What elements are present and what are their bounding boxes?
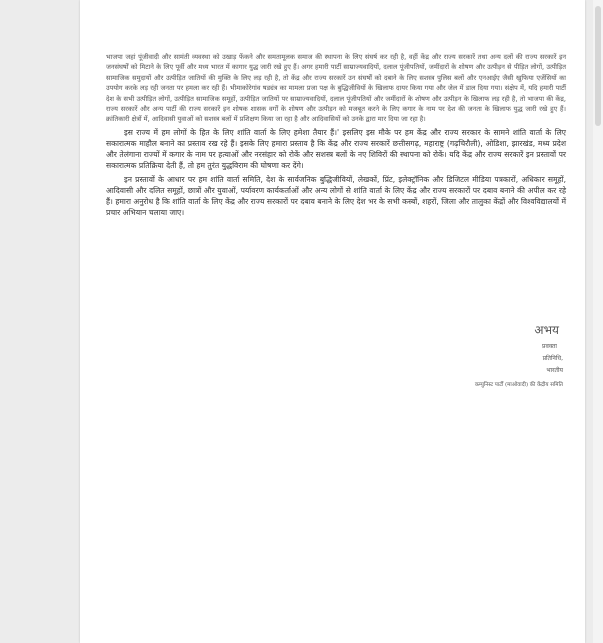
paragraph-3: इन प्रस्तावों के आधार पर हम शांति वार्ता समिति, देश के सार्वजनिक बुद्धिजीवियों, लेखकों, प्रिंट, इलेक्ट्रॉनिक और डिजिटल मीडिया पत्रकारों, अधिकार समूहों, आदिवासी और दलित समूहों, छात्रों और युवाओं, पर्यावरण कार्यकर्ताओं और अन्य लोगों से शांति वार्ता के लिए केंद्र और राज्य सरकारों पर दबाव बनाने की अपील कर रहे हैं। हमारा अनुरोध है कि शांति वार्ता के लिए केंद्र और राज्य सरकारों पर दबाव बनाने के लिए देश भर के सभी कस्बों, शहरों, जिला और तालुका केंद्रों और विश्वविद्यालयों में प्रचार अभियान चलाया जाए।	[106, 174, 566, 218]
signature-block	[475, 322, 563, 390]
vertical-scrollbar[interactable]	[593, 0, 603, 643]
signatory-organization: कम्युनिस्ट पार्टी (माओवादी) की केंद्रीय समिति	[474, 382, 563, 388]
document-page	[80, 0, 585, 643]
signatory-title: प्रतिनिधि,	[542, 355, 563, 362]
document-body	[106, 52, 566, 220]
paragraph-1: भाजपा जहां पूंजीवादी और सामंती व्यवस्था को उखाड़ फेंकने और समतामूलक समाज की स्थापना के लिए संघर्ष कर रही है, वहीं केंद्र और राज्य सरकारें तथा अन्य दलों की राज्य सरकारें इन जनसंघर्षों को मिटाने के लिए पूर्वी और मध्य भारत में कागार युद्ध जारी रखे हुए हैं। अगर हमारी पार्टी साम्राज्यवादियों, दलाल पूंजीपतियों, जमींदारों के शोषण और उत्पीड़न से पीड़ित लोगों, उत्पीड़ित सामाजिक समुदायों और उत्पीड़ित जातियों की मुक्ति के लिए लड़ रही है, तो केंद्र और राज्य सरकारें उन संघर्षों को दबाने के लिए सशस्त्र पुलिस बलों और एनआईए जैसी खुफिया एजेंसियों का उपयोग करके लड़ रही जनता पर हमला कर रही हैं। भीमाकोरेगांव षड्यंत्र का मामला प्रजा पक्ष के बुद्धिजीवियों के खिलाफ दायर किया गया और जेल में डाल दिया गया। संक्षेप में, यदि हमारी पार्टी देश के सभी उत्पीड़ित लोगों, उत्पीड़ित सामाजिक समूहों, उत्पीड़ित जातियों पर साम्राज्यवादियों, दलाल पूंजीपतियों और जमींदारों के शोषण और उत्पीड़न के खिलाफ लड़ रही है, तो भाजपा की केंद्र, राज्य सरकारें और अन्य पार्टी की राज्य सरकारें इन शोषक शासक वर्गों के शोषण और उत्पीड़न को मजबूत करने के लिए कगार के नाम पर देश की जनता के खिलाफ युद्ध जारी रखे हुए हैं। क्रांतिकारी क्षेत्रों में, आदिवासी युवाओं को सशस्त्र बलों में प्रशिक्षण किया जा रहा है और आदिवासियों को उनके द्वारा मार दिया जा रहा है।	[106, 53, 567, 124]
signatory-name: अभय	[534, 323, 559, 337]
paragraph-2: इस राज्य में हम लोगों के हित के लिए शांति वार्ता के लिए हमेशा तैयार हैं।' इसलिए इस मौके पर हम केंद्र और राज्य सरकार के सामने शांति वार्ता के लिए सकारात्मक माहौल बनाने का प्रस्ताव रख रहे हैं। इसके लिए हमारा प्रस्ताव है कि केंद्र और राज्य सरकारें छत्तीसगढ़, महाराष्ट्र (गढ़चिरौली), ओडिशा, झारखंड, मध्य प्रदेश और तेलंगाना राज्यों में कगार के नाम पर हत्याओं और नरसंहार को रोकें और सशस्त्र बलों के नए शिविरों की स्थापना को रोकें। यदि केंद्र और राज्य सरकारें इन प्रस्तावों पर सकारात्मक प्रतिक्रिया देती हैं, तो हम तुरंत युद्धविराम की घोषणा कर देंगे।	[106, 127, 566, 171]
signatory-org-line: भारतीय	[546, 367, 563, 374]
signatory-role: प्रवक्ता	[542, 343, 557, 350]
scrollbar-thumb[interactable]	[595, 6, 601, 126]
